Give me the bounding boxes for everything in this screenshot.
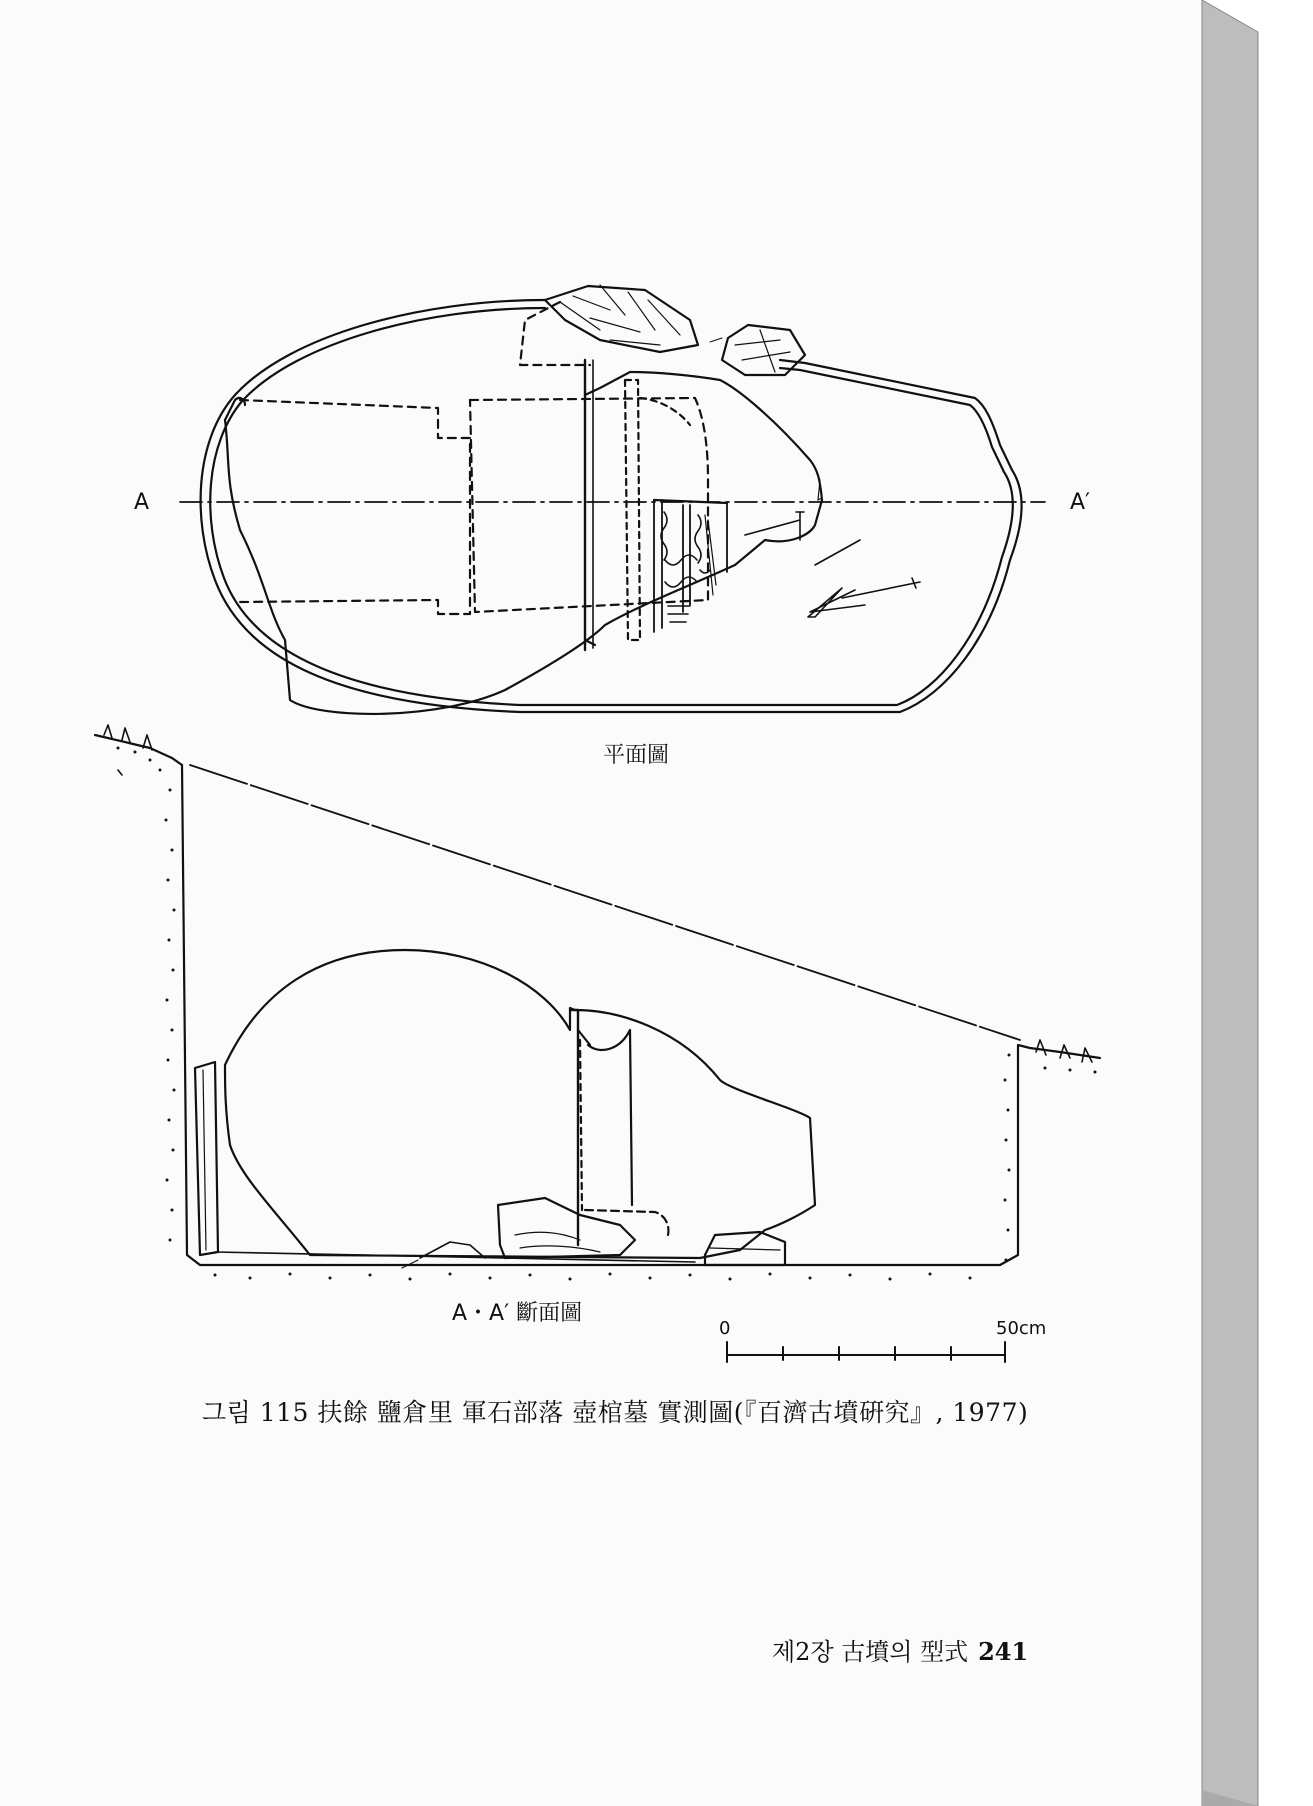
plan-view-title: 平面圖 (603, 743, 670, 768)
scale-start-label: 0 (719, 1318, 731, 1339)
section-view-title: A・A′ 斷面圖 (452, 1301, 583, 1326)
page-footer (772, 1632, 1028, 1667)
chapter-title: 제2장 古墳의 型式 (772, 1638, 969, 1666)
plan-axis-label-a-prime: A′ (1070, 490, 1091, 515)
section-view-drawing (95, 725, 1100, 1281)
page-number: 241 (978, 1637, 1029, 1666)
plan-view-drawing (180, 285, 1045, 714)
plan-axis-label-a: A (134, 490, 150, 515)
scale-bar (727, 1342, 1005, 1362)
scale-end-label: 50cm (996, 1318, 1047, 1339)
figure-caption: 그림 115 扶餘 鹽倉里 軍石部落 壺棺墓 實測圖(『百濟古墳硏究』, 1977) (202, 1398, 1029, 1427)
